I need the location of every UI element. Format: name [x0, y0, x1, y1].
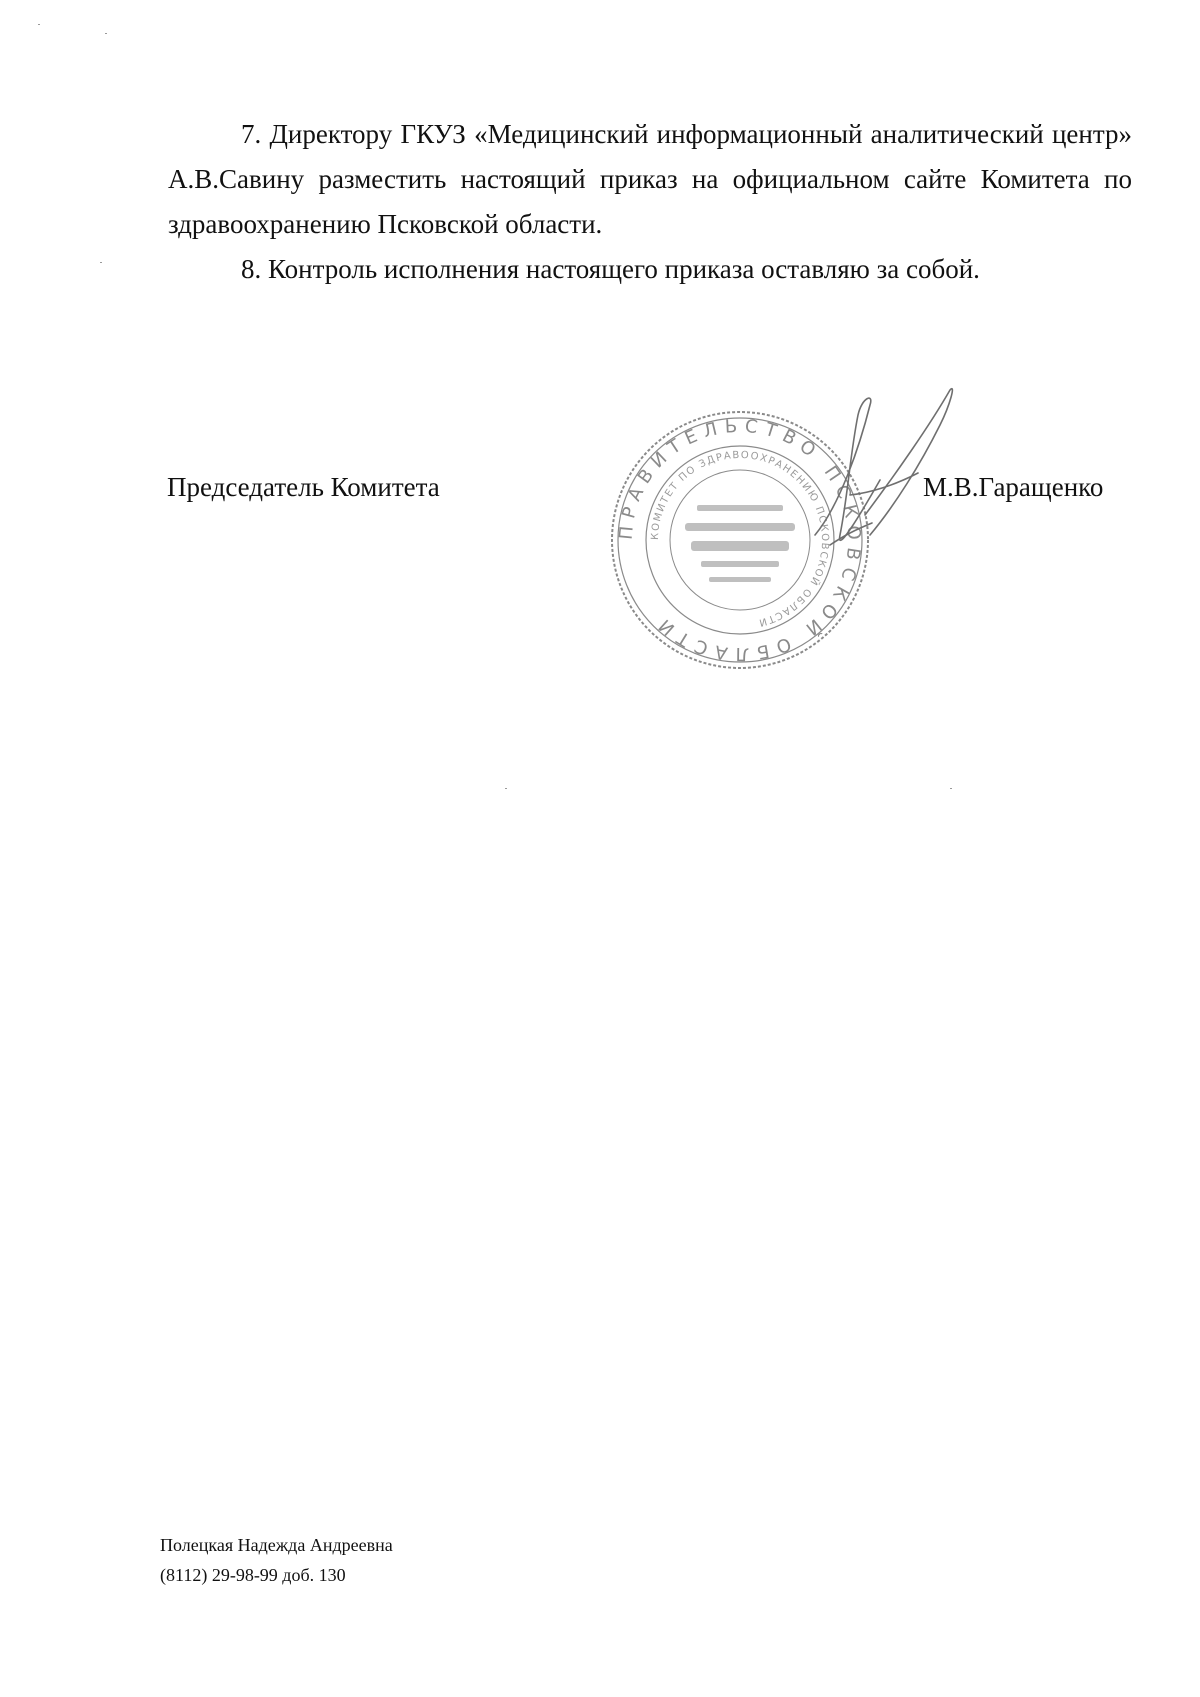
scan-speck: [100, 262, 102, 263]
paragraph-7: 7. Директору ГКУЗ «Медицинский информационный аналитический центр» А.В.Савину разместить настоящий приказ на официальном сайте Комитета по здравоохранению Псковской области.: [168, 119, 1132, 239]
scan-speck: [505, 788, 507, 789]
scan-speck: [950, 788, 952, 789]
scan-speck: [105, 33, 107, 34]
signer-position: Председатель Комитета: [167, 472, 440, 502]
executor-info: [160, 1530, 393, 1590]
scan-speck: [38, 24, 40, 25]
stamp-outer-text: ПРАВИТЕЛЬСТВО ПСКОВСКОЙ ОБЛАСТИ: [615, 415, 865, 665]
executor-phone: (8112) 29-98-99 доб. 130: [160, 1565, 346, 1585]
stamp-inner-text: КОМИТЕТ ПО ЗДРАВООХРАНЕНИЮ ПСКОВСКОЙ ОБЛАСТИ: [649, 449, 831, 629]
executor-name: Полецкая Надежда Андреевна: [160, 1535, 393, 1555]
signer-name: М.В.Гаращенко: [923, 472, 1104, 502]
document-body: [168, 112, 1132, 292]
paragraph-8: 8. Контроль исполнения настоящего приказа оставляю за собой.: [241, 254, 980, 284]
